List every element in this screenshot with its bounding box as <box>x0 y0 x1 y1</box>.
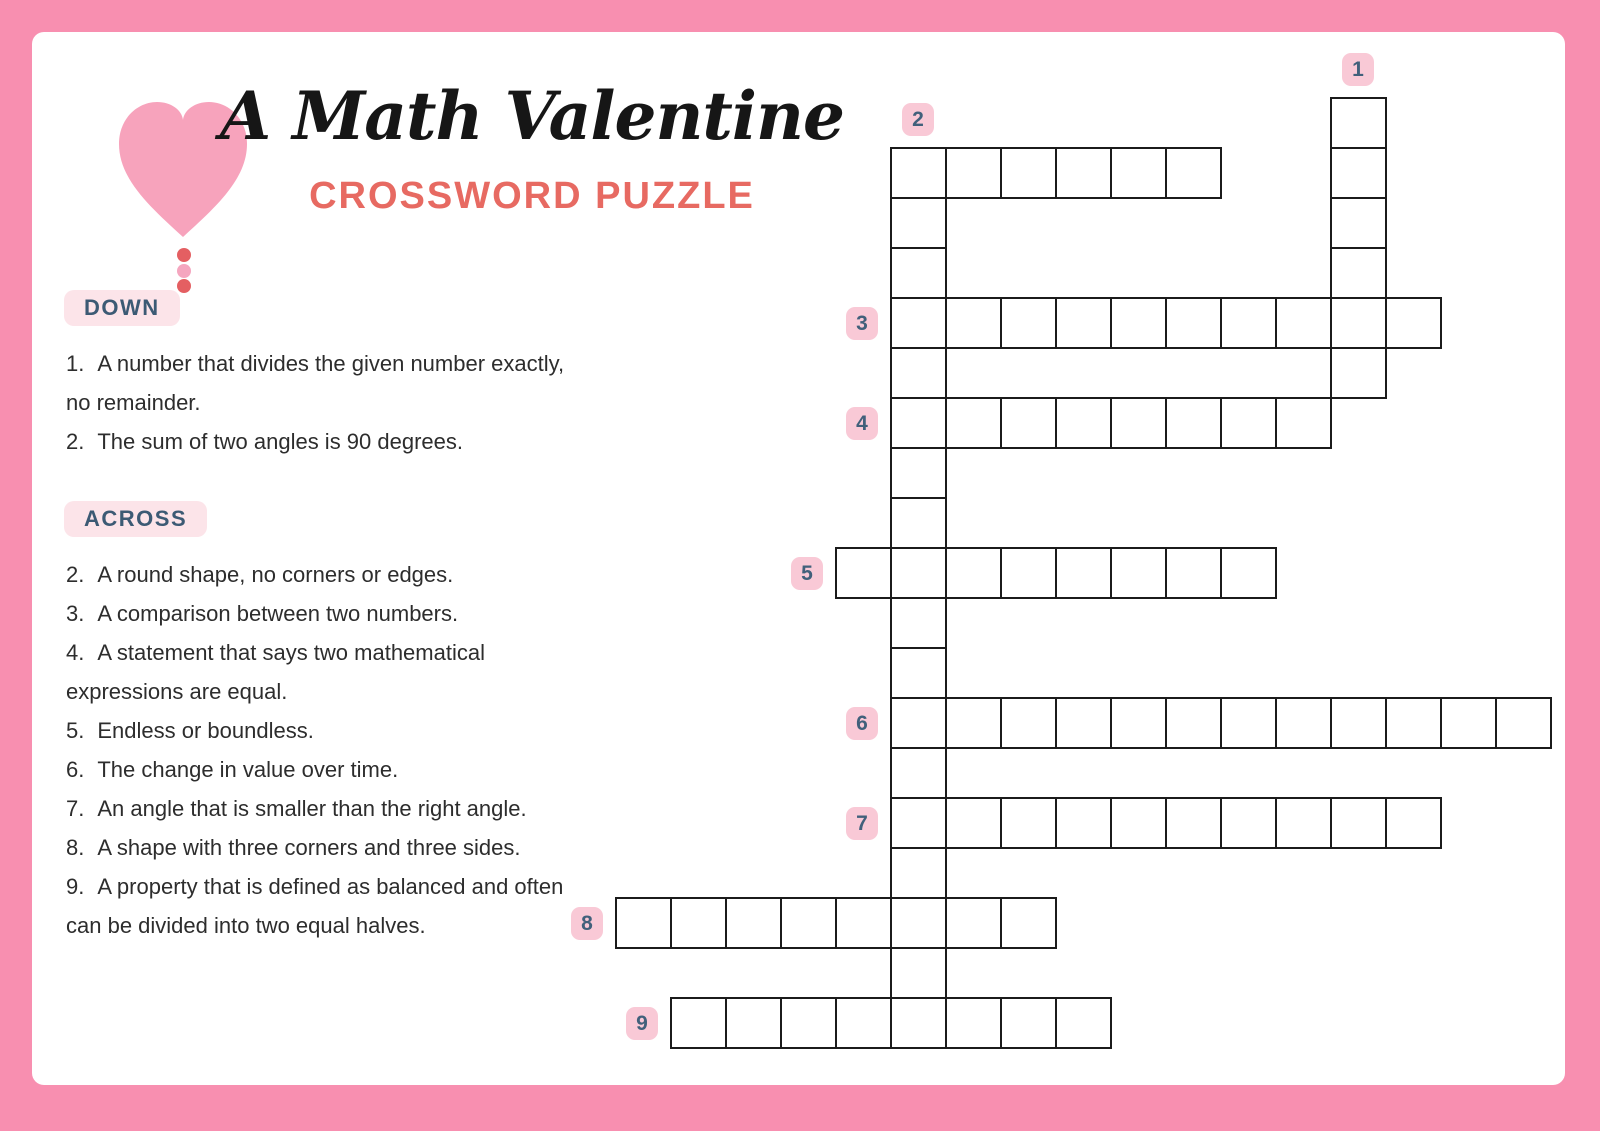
crossword-cell-7-across-5[interactable] <box>1110 797 1167 849</box>
page-title: A Math Valentine <box>220 77 844 155</box>
down-clue-1 <box>66 344 566 422</box>
crossword-cell-7-across-4[interactable] <box>1055 797 1112 849</box>
clue-number: 5. <box>66 718 85 743</box>
dot-1 <box>177 248 191 262</box>
crossword-cell-2-down-3[interactable] <box>890 247 947 299</box>
across-clue-4 <box>66 711 566 750</box>
crossword-cell-4-across-2[interactable] <box>945 397 1002 449</box>
crossword-cell-8-across-6[interactable] <box>890 897 947 949</box>
crossword-cell-9-across-8[interactable] <box>1055 997 1112 1049</box>
crossword-cell-6-across-11[interactable] <box>1440 697 1497 749</box>
crossword-cell-2-across-6[interactable] <box>1165 147 1222 199</box>
crossword-cell-4-across-4[interactable] <box>1055 397 1112 449</box>
crossword-cell-5-across-2[interactable] <box>890 547 947 599</box>
clue-number: 4. <box>66 640 85 665</box>
crossword-cell-3-across-8[interactable] <box>1275 297 1332 349</box>
crossword-cell-6-across-7[interactable] <box>1220 697 1277 749</box>
crossword-cell-7-across-1[interactable] <box>890 797 947 849</box>
crossword-cell-6-across-4[interactable] <box>1055 697 1112 749</box>
crossword-cell-3-across-9[interactable] <box>1330 297 1387 349</box>
crossword-cell-3-across-10[interactable] <box>1385 297 1442 349</box>
crossword-cell-2-down-8[interactable] <box>890 497 947 549</box>
clue-text: A shape with three corners and three sides. <box>97 835 521 860</box>
across-clue-3 <box>66 633 566 711</box>
crossword-cell-7-across-6[interactable] <box>1165 797 1222 849</box>
worksheet-sheet <box>32 32 1565 1085</box>
crossword-cell-9-across-7[interactable] <box>1000 997 1057 1049</box>
clue-text: A property that is defined as balanced and often can be divided into two equal halves. <box>66 874 564 938</box>
crossword-cell-9-across-6[interactable] <box>945 997 1002 1049</box>
clue-text: Endless or boundless. <box>97 718 314 743</box>
across-clue-1 <box>66 555 566 594</box>
crossword-cell-3-across-2[interactable] <box>945 297 1002 349</box>
down-clue-2 <box>66 422 566 461</box>
crossword-cell-8-across-8[interactable] <box>1000 897 1057 949</box>
crossword-cell-4-across-7[interactable] <box>1220 397 1277 449</box>
crossword-cell-8-across-3[interactable] <box>725 897 782 949</box>
crossword-cell-2-across-2[interactable] <box>945 147 1002 199</box>
crossword-cell-2-down-7[interactable] <box>890 447 947 499</box>
crossword-cell-3-across-1[interactable] <box>890 297 947 349</box>
crossword-cell-4-across-1[interactable] <box>890 397 947 449</box>
across-clue-list <box>66 555 566 945</box>
crossword-cell-2-down-5[interactable] <box>890 347 947 399</box>
crossword-cell-7-across-7[interactable] <box>1220 797 1277 849</box>
clue-number-badge-5: 5 <box>791 557 823 590</box>
crossword-cell-1-down-6[interactable] <box>1330 347 1387 399</box>
title-block <box>212 72 852 218</box>
crossword-cell-9-across-4[interactable] <box>835 997 892 1049</box>
crossword-cell-8-across-2[interactable] <box>670 897 727 949</box>
crossword-cell-3-across-3[interactable] <box>1000 297 1057 349</box>
crossword-cell-4-across-8[interactable] <box>1275 397 1332 449</box>
crossword-cell-2-down-13[interactable] <box>890 747 947 799</box>
clue-number-badge-2: 2 <box>902 103 934 136</box>
crossword-cell-2-across-1[interactable] <box>890 147 947 199</box>
clue-number: 3. <box>66 601 85 626</box>
crossword-cell-5-across-8[interactable] <box>1220 547 1277 599</box>
crossword-cell-5-across-3[interactable] <box>945 547 1002 599</box>
crossword-cell-6-across-9[interactable] <box>1330 697 1387 749</box>
crossword-cell-6-across-2[interactable] <box>945 697 1002 749</box>
dot-2 <box>177 264 191 278</box>
clue-number: 2. <box>66 562 85 587</box>
crossword-cell-2-down-17[interactable] <box>890 947 947 999</box>
across-clue-8 <box>66 867 566 945</box>
crossword-cell-2-down-15[interactable] <box>890 847 947 899</box>
clue-text: A statement that says two mathematical expressions are equal. <box>66 640 485 704</box>
crossword-cell-7-across-8[interactable] <box>1275 797 1332 849</box>
crossword-cell-1-down-3[interactable] <box>1330 197 1387 249</box>
clue-number: 6. <box>66 757 85 782</box>
page-subtitle: CROSSWORD PUZZLE <box>309 175 755 218</box>
clue-number-badge-1: 1 <box>1342 53 1374 86</box>
clue-text: A round shape, no corners or edges. <box>97 562 454 587</box>
crossword-cell-9-across-3[interactable] <box>780 997 837 1049</box>
down-clue-list <box>66 344 566 461</box>
clue-text: The change in value over time. <box>97 757 399 782</box>
clue-number: 7. <box>66 796 85 821</box>
clue-number-badge-6: 6 <box>846 707 878 740</box>
crossword-cell-5-across-4[interactable] <box>1000 547 1057 599</box>
across-clue-7 <box>66 828 566 867</box>
crossword-cell-6-across-3[interactable] <box>1000 697 1057 749</box>
crossword-cell-8-across-7[interactable] <box>945 897 1002 949</box>
crossword-cell-2-down-10[interactable] <box>890 597 947 649</box>
across-clue-6 <box>66 789 566 828</box>
crossword-cell-4-across-6[interactable] <box>1165 397 1222 449</box>
crossword-cell-5-across-1[interactable] <box>835 547 892 599</box>
crossword-cell-5-across-6[interactable] <box>1110 547 1167 599</box>
across-clue-5 <box>66 750 566 789</box>
clues-panel <box>64 290 584 945</box>
clue-number-badge-8: 8 <box>571 907 603 940</box>
across-clue-2 <box>66 594 566 633</box>
crossword-cell-6-across-8[interactable] <box>1275 697 1332 749</box>
crossword-cell-4-across-5[interactable] <box>1110 397 1167 449</box>
down-section-label: DOWN <box>64 290 180 326</box>
clue-number-badge-9: 9 <box>626 1007 658 1040</box>
crossword-cell-7-across-2[interactable] <box>945 797 1002 849</box>
crossword-cell-3-across-4[interactable] <box>1055 297 1112 349</box>
crossword-cell-7-across-3[interactable] <box>1000 797 1057 849</box>
crossword-cell-9-across-5[interactable] <box>890 997 947 1049</box>
crossword-cell-5-across-5[interactable] <box>1055 547 1112 599</box>
crossword-cell-3-across-5[interactable] <box>1110 297 1167 349</box>
crossword-cell-9-across-1[interactable] <box>670 997 727 1049</box>
crossword-cell-9-across-2[interactable] <box>725 997 782 1049</box>
clue-number-badge-4: 4 <box>846 407 878 440</box>
clue-number: 9. <box>66 874 85 899</box>
crossword-cell-2-down-11[interactable] <box>890 647 947 699</box>
crossword-cell-6-across-6[interactable] <box>1165 697 1222 749</box>
crossword-cell-5-across-7[interactable] <box>1165 547 1222 599</box>
clue-text: An angle that is smaller than the right angle. <box>97 796 527 821</box>
crossword-cell-7-across-9[interactable] <box>1330 797 1387 849</box>
clue-text: A number that divides the given number exactly, no remainder. <box>66 351 565 415</box>
crossword-cell-1-down-1[interactable] <box>1330 97 1387 149</box>
crossword-cell-8-across-4[interactable] <box>780 897 837 949</box>
clue-text: The sum of two angles is 90 degrees. <box>97 429 464 454</box>
crossword-cell-1-down-2[interactable] <box>1330 147 1387 199</box>
clue-text: A comparison between two numbers. <box>97 601 459 626</box>
clue-number: 1. <box>66 351 85 376</box>
crossword-cell-2-across-3[interactable] <box>1000 147 1057 199</box>
crossword-cell-4-across-3[interactable] <box>1000 397 1057 449</box>
across-section-label: ACROSS <box>64 501 207 537</box>
crossword-cell-6-across-10[interactable] <box>1385 697 1442 749</box>
crossword-cell-3-across-7[interactable] <box>1220 297 1277 349</box>
clue-number-badge-7: 7 <box>846 807 878 840</box>
crossword-cell-2-across-4[interactable] <box>1055 147 1112 199</box>
crossword-cell-2-across-5[interactable] <box>1110 147 1167 199</box>
crossword-cell-8-across-5[interactable] <box>835 897 892 949</box>
crossword-cell-1-down-4[interactable] <box>1330 247 1387 299</box>
crossword-cell-6-across-12[interactable] <box>1495 697 1552 749</box>
clue-number-badge-3: 3 <box>846 307 878 340</box>
crossword-cell-8-across-1[interactable] <box>615 897 672 949</box>
crossword-cell-6-across-1[interactable] <box>890 697 947 749</box>
clue-number: 8. <box>66 835 85 860</box>
crossword-cell-6-across-5[interactable] <box>1110 697 1167 749</box>
crossword-cell-2-down-2[interactable] <box>890 197 947 249</box>
crossword-cell-7-across-10[interactable] <box>1385 797 1442 849</box>
clue-number: 2. <box>66 429 85 454</box>
crossword-cell-3-across-6[interactable] <box>1165 297 1222 349</box>
